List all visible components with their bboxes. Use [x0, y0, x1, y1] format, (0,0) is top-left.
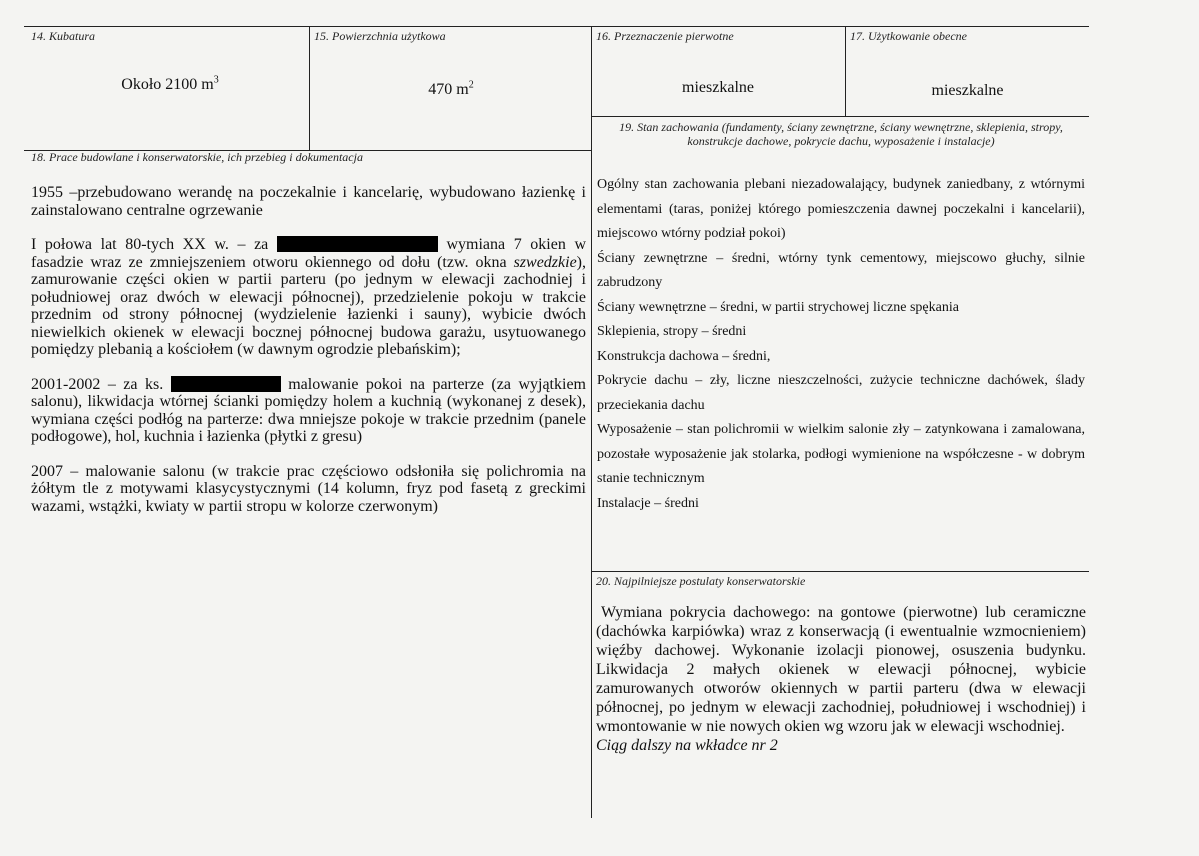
field-16-value: mieszkalne	[682, 79, 754, 96]
section-20-text: Wymiana pokrycia dachowego: na gontowe (pierwotne) lub ceramiczne (dachówka karpiówka) wraz z konserwacją (i ewentualnie wzmocnieniem) więźby dachowej. Wykonanie izolacji pionowej, osuszenia budynku. Likwidacja 2 małych okienek w elewacji północnej, wybicie zamurowanych otworów okiennych w partii parteru (dwa w elewacji północnej, po jednym w elewacji zachodniej, południowej i wschodniej) i wmontowanie w nie nowych okien wg wzoru jak w elewacji wschodniej.	[596, 604, 1086, 735]
section-19-vaults-ceilings: Sklepienia, stropy – średni	[597, 324, 747, 339]
section-18-p3-start: 2001-2002 – za ks.	[31, 375, 171, 393]
section-18-p2-middle: wymiana 7 okien w fasadzie wraz ze zmniejszeniem otworu okiennego od dołu (tzw. okna	[31, 236, 586, 271]
field-16-label: 16. Przeznaczenie pierwotne	[596, 29, 734, 43]
section-19-body	[597, 173, 1085, 516]
field-14-value-sup: 3	[213, 74, 219, 86]
field-15-label: 15. Powierzchnia użytkowa	[314, 29, 446, 43]
redacted-name-block	[171, 376, 281, 392]
section-19-roof-structure: Konstrukcja dachowa – średni,	[597, 348, 771, 364]
field-19-label	[596, 120, 1086, 148]
field-14-value-text: Około 2100 m	[121, 76, 214, 93]
field-14-value	[30, 76, 310, 94]
section-19-roof-covering: Pokrycie dachu – zły, liczne nieszczelności, zużycie techniczne dachówek, ślady przeciekania dachu	[597, 373, 1085, 413]
section-18-paragraph-2001	[31, 376, 586, 446]
section-18-p2-start: I połowa lat 80-tych XX w. – za	[31, 236, 277, 253]
section-19-installations: Instalacje – średni	[597, 495, 699, 511]
field-20-label: 20. Najpilniejsze postulaty konserwatorskie	[596, 574, 806, 588]
section-20-continuation: Ciąg dalszy na wkładce nr 2	[596, 737, 778, 754]
redacted-name-block	[277, 236, 438, 252]
section-18-paragraph-1980s	[31, 236, 586, 359]
section-18-p3-rest: malowanie pokoi na parterze (za wyjątkiem salonu), likwidacja wtórnej ścianki pomiędzy holem a kuchnią (wykonanej z desek), wymiana części podłóg na parterze: dwa mniejsze pokoje w trakcie przednim (panele podłogowe), hol, kuchnia i łazienka (płytki z gresu)	[31, 375, 586, 445]
section-19-external-walls: Ściany zewnętrzne – średni, wtórny tynk cementowy, miejscowo głuchy, silnie zabrudzony	[597, 250, 1085, 290]
main-column-divider	[591, 26, 592, 818]
field-19-label-line-1: 19. Stan zachowania (fundamenty, ściany zewnętrzne, ściany wewnętrzne, sklepienia, stropy,	[619, 120, 1063, 134]
section-18-body	[31, 184, 586, 515]
section-19-equipment: Wyposażenie – stan polichromii w wielkim salonie zły – zatynkowana i zamalowana, pozostałe wyposażenie jak stolarka, podłogi wymienione na współczesne - w dobrym stanie technicznym	[597, 422, 1085, 486]
field-17-value: mieszkalne	[931, 82, 1004, 99]
field-18-label: 18. Prace budowlane i konserwatorskie, ich przebieg i dokumentacja	[31, 150, 363, 164]
field-19-label-line-2: konstrukcje dachowe, pokrycie dachu, wyposażenie i instalacje)	[687, 134, 995, 148]
top-border	[24, 26, 1089, 27]
section-18-paragraph-2007: 2007 – malowanie salonu (w trakcie prac częściowo odsłoniła się polichromia na żółtym tle z motywami klasycystycznymi (14 kolumn, fryz pod fasetą z greckimi wazami, wstążki, kwiaty w partii stropu w kolorze czerwonym)	[31, 462, 586, 515]
border-under-16-17	[591, 116, 1089, 117]
section-18-p2-rest: ), zamurowanie części okien w partii parteru (po jednym w elewacji zachodniej i południowej oraz dwóch w elewacji północnej), przedzielenie pokoju w trakcie przednim od strony północnej (wydzielenie łazienki i sauny), wybicie dwóch niewielkich okienek w elewacji bocznej północnej budowa garażu, usytuowanego pomiędzy plebanią a kościołem (w dawnym ogrodzie plebańskim);	[31, 253, 586, 358]
section-19-general-state: Ogólny stan zachowania plebani niezadowalający, budynek zaniedbany, z wtórnymi elementami (taras, poniżej którego pomieszczenia dawnej poczekalni i kancelarii), miejscowo wtórny podział pokoi)	[597, 177, 1085, 241]
field-15-value-text: 470 m	[428, 81, 469, 98]
field-14-label: 14. Kubatura	[31, 29, 96, 43]
field-15-value	[311, 81, 591, 99]
section-20-body	[596, 603, 1086, 755]
field-15-value-sup: 2	[468, 79, 474, 91]
section-19-internal-walls: Ściany wewnętrzne – średni, w partii strychowej liczne spękania	[597, 299, 959, 315]
divider-16-17	[845, 26, 846, 116]
field-17-label: 17. Użytkowanie obecne	[850, 29, 967, 43]
border-above-20	[591, 571, 1089, 572]
section-18-paragraph-1955: 1955 –przebudowano werandę na poczekalnie i kancelarię, wybudowano łazienkę i zainstalowano centralne ogrzewanie	[31, 184, 586, 219]
section-18-p2-italic: szwedzkie	[513, 253, 577, 271]
